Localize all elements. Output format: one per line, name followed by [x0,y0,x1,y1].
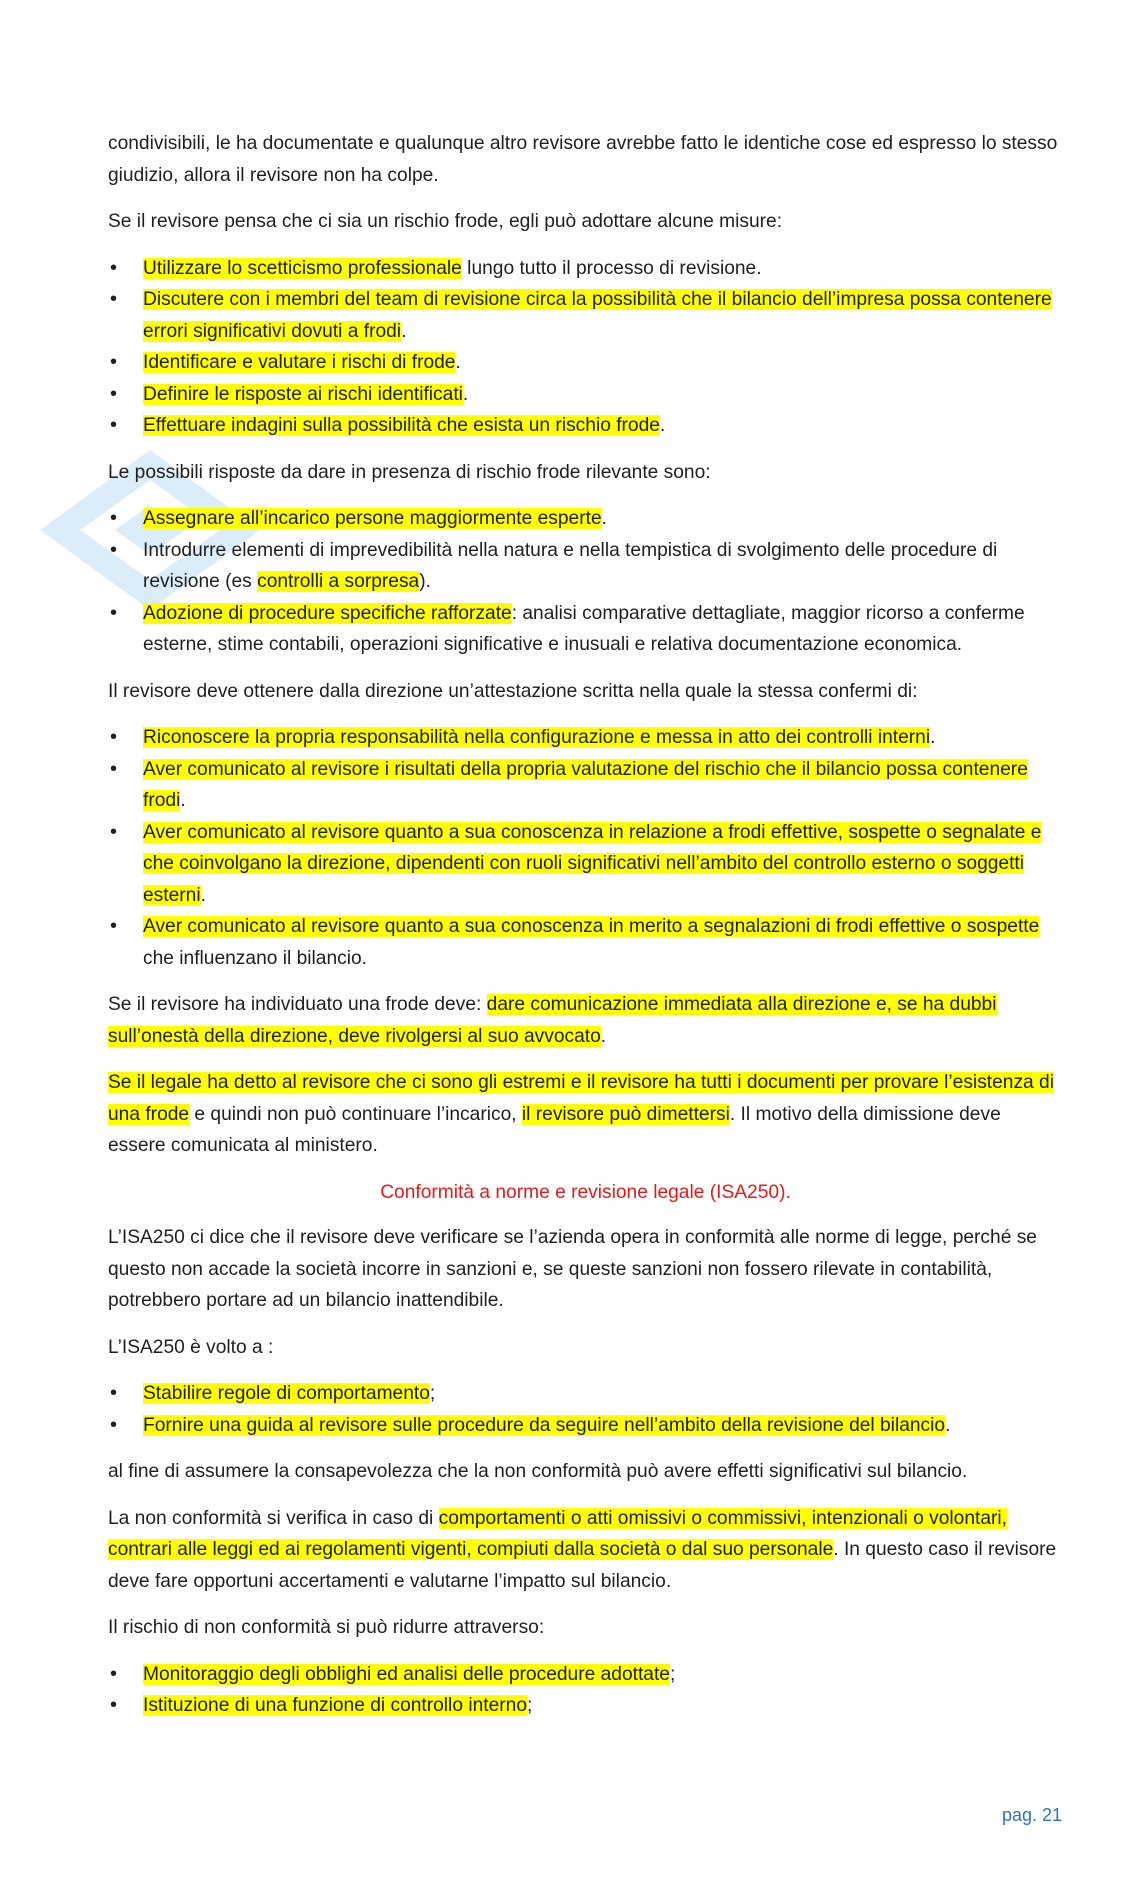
list-attestazione [108,722,1063,974]
highlighted-text: Discutere con i membri del team di revisione circa la possibilità che il bilancio dell’impresa possa contenere errori significativi dovuti a frodi [143,289,1052,342]
text-run: al fine di assumere la consapevolezza che la non conformità può avere effetti significativi sul bilancio. [108,1461,968,1482]
text-run: ; [527,1695,533,1716]
highlighted-text: Aver comunicato al revisore quanto a sua conoscenza in relazione a frodi effettive, sospette o segnalate e che coinvolgano la direzione, dipendenti con ruoli significativi nell’ambito del controllo esterno o soggetti esterni [143,821,1042,906]
paragraph-risposte [108,457,1063,489]
text-run: . [930,727,936,748]
list-item [108,722,1063,754]
highlighted-text: Fornire una guida al revisore sulle procedure da seguire nell’ambito della revisione del bilancio [143,1414,946,1436]
text-run: . In questo caso il revisore deve fare opportuni accertamenti e valutarne l’impatto sul bilancio. [108,1539,1057,1592]
text-run: . [180,790,186,811]
text-run: . [401,320,407,342]
text-run: : analisi comparative dettagliate, maggior ricorso a conferme esterne, stime contabili, operazioni significative e inusuali e relativa documentazione economica. [143,602,1025,655]
list-item [108,535,1063,598]
list-item [108,410,1063,442]
list-item [108,598,1063,661]
text-run: ; [669,1663,676,1685]
highlighted-text: Stabilire regole di comportamento [143,1383,430,1404]
list-item [108,253,1063,285]
text-run: . [455,352,461,373]
text-run: . [600,1025,607,1047]
text-run: Introdurre elementi di imprevedibilità nella natura e nella tempistica di svolgimento delle procedure di revisione (es [143,539,998,592]
text-run: L’ISA250 ci dice che il revisore deve verificare se l’azienda opera in conformità alle norme di legge, perché se questo non accade la società incorre in sanzioni e, se queste sanzioni non fossero rilevate in contabilità, potrebbero portare ad un bilancio inattendibile. [108,1227,1037,1311]
highlighted-text: Definire le risposte ai rischi identificati [143,383,463,405]
highlighted-text: Effettuare indagini sulla possibilità che esista un rischio frode [143,415,660,436]
list-item [108,1659,1063,1691]
text-run: Il revisore deve ottenere dalla direzione un’attestazione scritta nella quale la stessa confermi di: [108,680,918,702]
highlighted-text: Monitoraggio degli obblighi ed analisi delle procedure adottate [143,1663,670,1685]
highlighted-text: dare comunicazione immediata alla direzione e, se ha dubbi sull’onestà della direzione, deve rivolgersi al suo avvocato [108,994,997,1047]
paragraph-non-conformita [108,1503,1063,1598]
list-volto [108,1378,1063,1441]
list-item [108,754,1063,817]
highlighted-text: Identificare e valutare i rischi di frode [143,352,456,373]
text-run: che influenzano il bilancio. [143,947,368,969]
document-page [108,128,1063,1737]
list-item [108,817,1063,912]
text-run: ). [419,571,431,592]
text-run: . [462,383,469,405]
list-item [108,503,1063,535]
list-item [108,1410,1063,1442]
text-run: condivisibili, le ha documentate e qualunque altro revisore avrebbe fatto le identiche cose ed espresso lo stesso giudizio, allora il revisore non ha colpe. [108,133,1058,186]
paragraph-volto [108,1332,1063,1364]
text-run: lungo tutto il processo di revisione. [461,257,762,279]
paragraph-rischio [108,1612,1063,1644]
highlighted-text: Istituzione di una funzione di controllo interno [143,1695,527,1716]
text-run: . [601,508,607,529]
list-item [108,379,1063,411]
text-run: La non conformità si verifica in caso di [108,1507,439,1529]
paragraph-frode-misure [108,206,1063,238]
highlighted-text: Utilizzare lo scetticismo professionale [143,257,462,279]
highlighted-text: Se il legale ha detto al revisore che ci sono gli estremi e il revisore ha tutti i documenti per provare l’esistenza di una frode [108,1072,1054,1125]
text-run: . [945,1414,951,1436]
highlighted-text: comportamenti o atti omissivi o commissivi, intenzionali o volontari, contrari alle leggi ed ai regolamenti vigenti, compiuti dalla società o dal suo personale [108,1507,1007,1560]
paragraph-intro [108,128,1063,191]
list-risposte [108,503,1063,661]
text-run: e quindi non può continuare l’incarico, [189,1103,522,1125]
list-misure [108,253,1063,442]
text-run: Se il revisore ha individuato una frode deve: [108,994,487,1015]
text-run: L’ISA250 è volto a : [108,1336,274,1358]
list-item [108,347,1063,379]
list-item [108,911,1063,974]
highlighted-text: controlli a sorpresa [257,571,420,592]
text-run: . [200,884,206,906]
section-heading: Conformità a norme e revisione legale (ISA250). [380,1181,791,1203]
text-run: . [659,415,666,436]
list-rischio [108,1659,1063,1722]
list-item [108,1690,1063,1722]
text-run: ; [429,1383,436,1404]
highlighted-text: Aver comunicato al revisore quanto a sua conoscenza in merito a segnalazioni di frodi effettive o sospette [143,916,1040,937]
paragraph-isa250 [108,1222,1063,1317]
list-item [108,1378,1063,1410]
paragraph-legale [108,1067,1063,1162]
paragraph-fine [108,1456,1063,1488]
page-number: pag. 21 [1001,1805,1062,1825]
highlighted-text: Riconoscere la propria responsabilità nella configurazione e messa in atto dei controlli interni [143,727,931,748]
highlighted-text: Adozione di procedure specifiche rafforzate [143,602,512,624]
highlighted-text: Assegnare all’incarico persone maggiormente esperte [143,508,602,529]
paragraph-attestazione [108,676,1063,708]
text-run: Il rischio di non conformità si può ridurre attraverso: [108,1617,545,1638]
text-run: Se il revisore pensa che ci sia un rischio frode, egli può adottare alcune misure: [108,211,783,232]
list-item [108,284,1063,347]
paragraph-frode-individuata [108,989,1063,1052]
text-run: . Il motivo della dimissione deve essere comunicata al ministero. [108,1103,1001,1156]
highlighted-text: Aver comunicato al revisore i risultati della propria valutazione del rischio che il bilancio possa contenere frodi [143,758,1028,811]
highlighted-text: il revisore può dimettersi [521,1103,730,1125]
text-run: Le possibili risposte da dare in presenza di rischio frode rilevante sono: [108,461,711,483]
